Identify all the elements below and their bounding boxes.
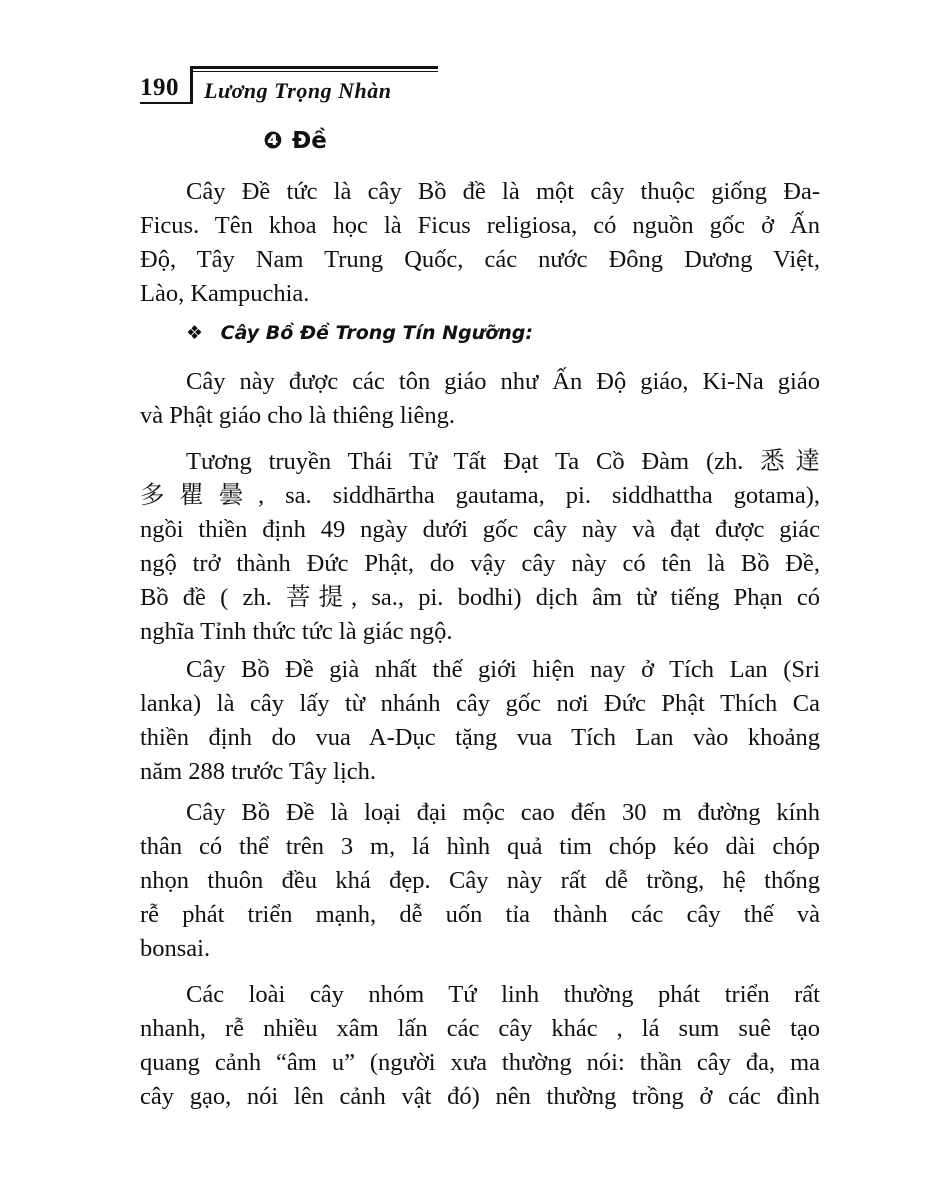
text-line: thiền định do vua A-Dục tặng vua Tích Lan vào khoảng (140, 724, 820, 751)
text-line: cây gạo, nói lên cảnh vật đó) nên thường trồng ở các đình (140, 1083, 820, 1110)
text-line: Bồ đề ( zh. 菩提, sa., pi. bodhi) dịch âm từ tiếng Phạn có (140, 584, 820, 611)
diamond-bullet-icon: ❖ (186, 322, 204, 344)
text-line: nhanh, rễ nhiều xâm lấn các cây khác , lá sum suê tạo (140, 1015, 820, 1042)
header-rule (192, 66, 438, 69)
page-header (140, 66, 440, 106)
text-line: nghĩa Tỉnh thức tức là giác ngộ. (140, 618, 453, 645)
subheading (186, 322, 533, 344)
page-number: 190 (140, 74, 179, 101)
subheading-text: Cây Bồ Đề Trong Tín Ngưỡng: (220, 322, 533, 344)
text-line: Cây Đề tức là cây Bồ đề là một cây thuộc giống Đa- (186, 178, 820, 205)
author-name: Lương Trọng Nhàn (204, 78, 392, 103)
text-line: Lào, Kampuchia. (140, 280, 310, 307)
text-line: năm 288 trước Tây lịch. (140, 758, 377, 785)
text-line: thân có thể trên 3 m, lá hình quả tim chóp kéo dài chóp (140, 833, 820, 860)
text-line: Ficus. Tên khoa học là Ficus religiosa, có nguồn gốc ở Ấn (140, 212, 820, 239)
text-line: bonsai. (140, 935, 211, 962)
text-line: và Phật giáo cho là thiêng liêng. (140, 402, 456, 429)
text-line: rễ phát triển mạnh, dễ uốn tỉa thành các cây thế và (140, 901, 820, 928)
text-line: Độ, Tây Nam Trung Quốc, các nước Đông Dương Việt, (140, 246, 820, 273)
text-line: Tương truyền Thái Tử Tất Đạt Ta Cồ Đàm (zh. 悉達 (186, 448, 820, 475)
text-line: ngộ trở thành Đức Phật, do vậy cây này có tên là Bồ Đề, (140, 550, 820, 577)
text-line: 多瞿曇, sa. siddhārtha gautama, pi. siddhattha gotama), (140, 482, 820, 509)
numbered-bullet-icon: ❹ (263, 128, 283, 154)
header-rule-vertical (190, 66, 193, 104)
text-line: quang cảnh “âm u” (người xưa thường nói: thần cây đa, ma (140, 1049, 820, 1076)
text-line: nhọn thuôn đều khá đẹp. Cây này rất dễ trồng, hệ thống (140, 867, 820, 894)
text-line: Cây Bồ Đề già nhất thế giới hiện nay ở Tích Lan (Sri (186, 656, 820, 683)
text-line: lanka) là cây lấy từ nhánh cây gốc nơi Đức Phật Thích Ca (140, 690, 820, 717)
section-title (262, 128, 327, 154)
text-line: Cây Bồ Đề là loại đại mộc cao đến 30 m đường kính (186, 799, 820, 826)
text-line: ngồi thiền định 49 ngày dưới gốc cây này và đạt được giác (140, 516, 820, 543)
text-line: Các loài cây nhóm Tứ linh thường phát triển rất (186, 981, 820, 1008)
header-rule-underline (140, 102, 193, 104)
header-rule-thin (192, 71, 438, 72)
text-line: Cây này được các tôn giáo như Ấn Độ giáo, Ki-Na giáo (186, 368, 820, 395)
section-title-text: Đề (292, 128, 327, 154)
